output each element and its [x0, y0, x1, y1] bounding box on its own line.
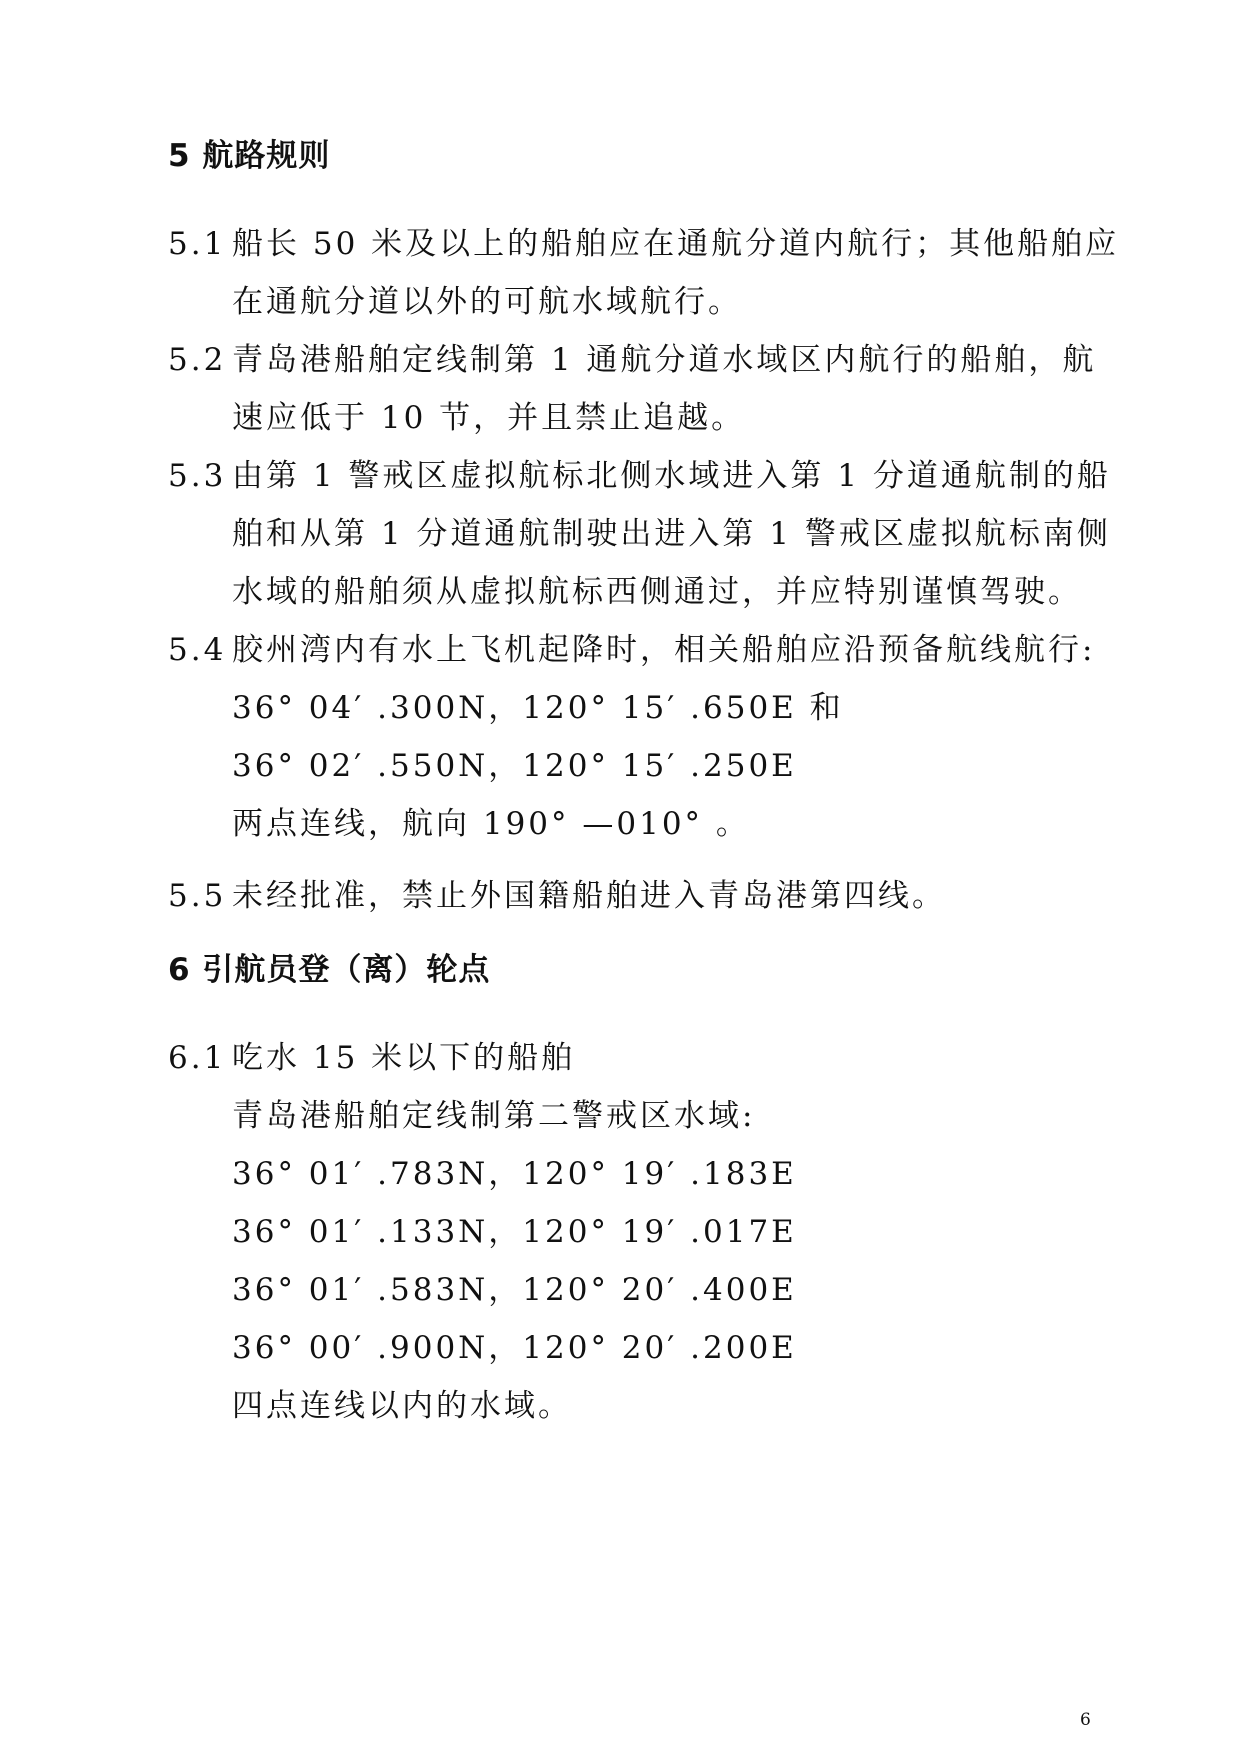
clause-number: 5.4: [168, 632, 227, 668]
coordinate-line: 36° 02′ .550N，120° 15′ .250E: [232, 748, 797, 784]
clause-6-1-line-7: 四点连线以内的水域。: [232, 1388, 572, 1424]
clause-6-1-line-2: 青岛港船舶定线制第二警戒区水域:: [232, 1098, 756, 1134]
clause-5-1-line-2: 在通航分道以外的可航水域航行。: [232, 284, 742, 320]
clause-text: 吃水 15 米以下的船舶: [232, 1040, 576, 1076]
clause-number: 5.5: [168, 878, 227, 914]
clause-text: 胶州湾内有水上飞机起降时，相关船舶应沿预备航线航行:: [232, 632, 1096, 668]
clause-5-5-line-1: [168, 876, 946, 916]
clause-number: 6.1: [168, 1040, 227, 1076]
clause-text: 由第 1 警戒区虚拟航标北侧水域进入第 1 分道通航制的船: [232, 458, 1111, 494]
clause-text: 船长 50 米及以上的船舶应在通航分道内航行；其他船舶应: [232, 226, 1120, 262]
clause-6-1-line-1: [168, 1038, 575, 1078]
clause-5-4-line-4: 两点连线，航向 190° —010° 。: [232, 806, 750, 842]
clause-5-3-line-1: [168, 456, 1111, 496]
clause-5-3-line-3: 水域的船舶须从虚拟航标西侧通过，并应特别谨慎驾驶。: [232, 574, 1082, 610]
clause-text: 未经批准，禁止外国籍船舶进入青岛港第四线。: [232, 878, 946, 914]
clause-5-4-line-1: [168, 630, 1095, 670]
section-6-heading: 6 引航员登（离）轮点: [168, 952, 491, 988]
clause-text: 青岛港船舶定线制第 1 通航分道水域区内航行的船舶，航: [232, 342, 1097, 378]
clause-number: 5.3: [168, 458, 227, 494]
coordinate-line: 36° 01′ .583N，120° 20′ .400E: [232, 1272, 797, 1308]
coordinate-line: 36° 01′ .783N，120° 19′ .183E: [232, 1156, 797, 1192]
coordinate-line: 36° 01′ .133N，120° 19′ .017E: [232, 1214, 797, 1250]
coordinate-line: 36° 00′ .900N，120° 20′ .200E: [232, 1330, 797, 1366]
clause-5-2-line-2: 速应低于 10 节，并且禁止追越。: [232, 400, 746, 436]
section-5-heading: 5 航路规则: [168, 138, 331, 174]
coordinate-line: 36° 04′ .300N，120° 15′ .650E 和: [232, 690, 844, 726]
clause-number: 5.1: [168, 226, 227, 262]
clause-5-1-line-1: [168, 224, 1119, 264]
clause-5-3-line-2: 舶和从第 1 分道通航制驶出进入第 1 警戒区虚拟航标南侧: [232, 516, 1111, 552]
clause-number: 5.2: [168, 342, 227, 378]
clause-5-2-line-1: [168, 340, 1096, 380]
page-number: 6: [1080, 1710, 1091, 1730]
